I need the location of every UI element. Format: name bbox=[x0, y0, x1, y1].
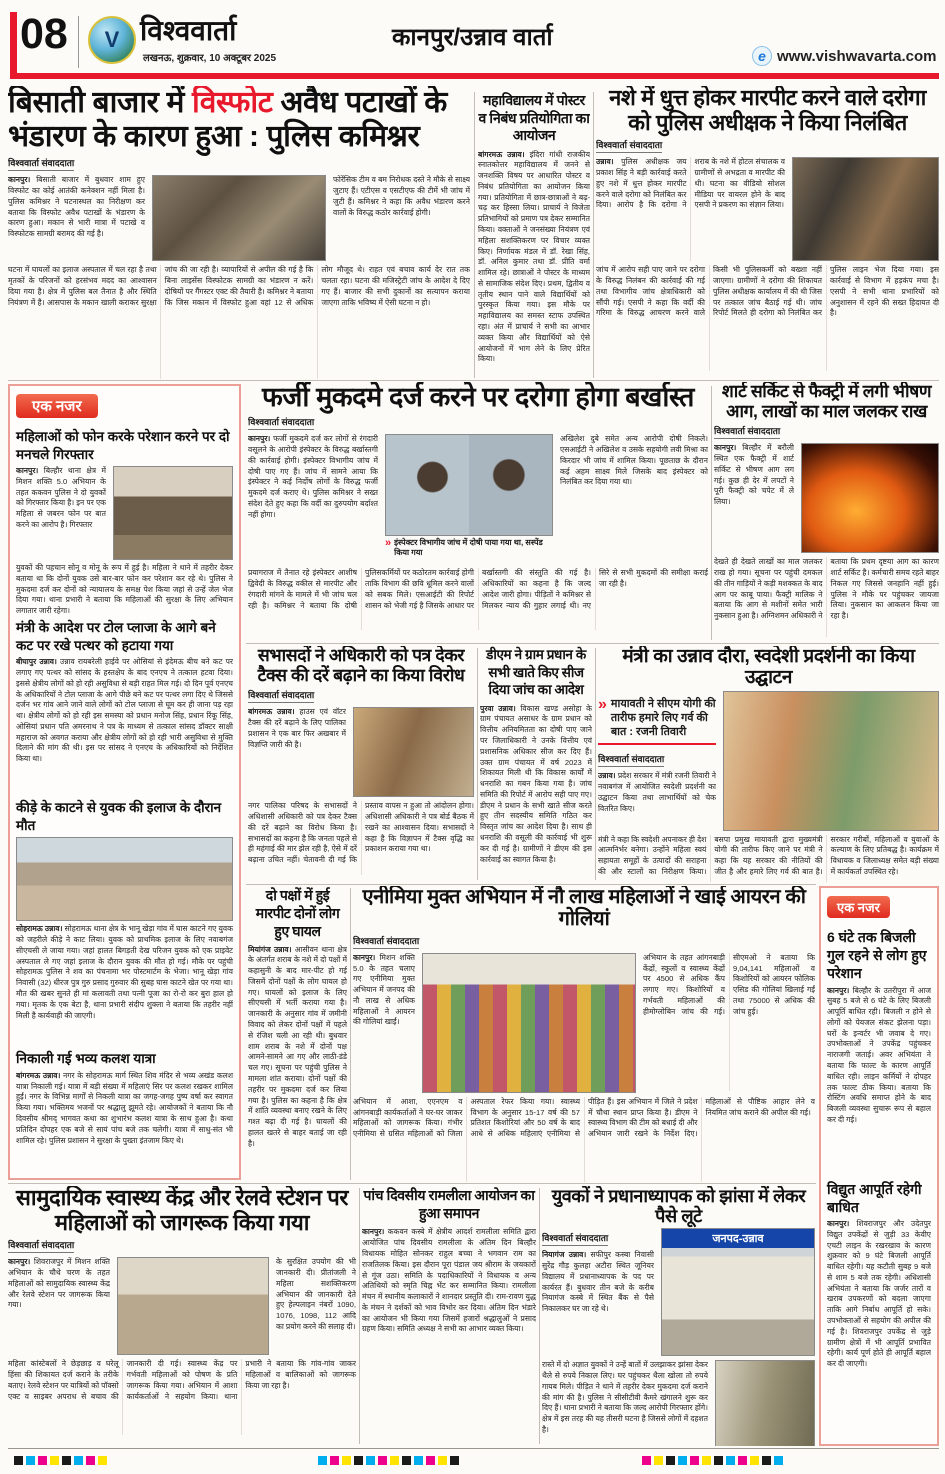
color-mark-magenta bbox=[38, 1456, 47, 1465]
dateline: बीघापुर उन्नाव। bbox=[16, 657, 57, 667]
masthead-title: विश्ववार्ता bbox=[140, 15, 237, 46]
print-registration-marks bbox=[14, 1456, 107, 1465]
article-body bbox=[827, 1219, 931, 1434]
column-rule bbox=[595, 648, 596, 880]
color-mark-magenta bbox=[738, 1456, 747, 1465]
dateline: बांगरमऊ उन्नाव। bbox=[478, 149, 525, 159]
section-title: कानपुर/उन्नाव वार्ता bbox=[392, 24, 553, 51]
inspector-portraits-photo bbox=[385, 434, 553, 536]
article-body bbox=[8, 265, 470, 379]
article-body bbox=[16, 1071, 233, 1180]
print-registration-marks bbox=[642, 1456, 783, 1465]
body-text: अखिलेश दुबे समेत अन्य आरोपी दोषी निकले। एसआईटी ने अखिलेश व उसके सहयोगी लवी मिश्रा का किरदार भी जांच में शामिल किया। पूछताछ के दौरान कई अहम साक्ष्य मिले जिसके बाद इंस्पेक्टर को निलंबित कर दिया गया था। bbox=[560, 434, 708, 487]
color-mark-black bbox=[402, 1456, 411, 1465]
photo-banner-text: जनपद-उन्नाव bbox=[662, 1229, 814, 1248]
color-mark-cyan bbox=[366, 1456, 375, 1465]
color-mark-yellow bbox=[98, 1456, 107, 1465]
color-mark-magenta bbox=[690, 1456, 699, 1465]
dateline: कानपुर। bbox=[827, 1218, 850, 1228]
article-headline: 6 घंटे तक बिजली गुल रहने से लोग हुए परेशान bbox=[827, 929, 927, 982]
byline: विश्ववार्ता संवाददाता bbox=[714, 424, 780, 439]
print-registration-marks bbox=[318, 1456, 459, 1465]
article-body bbox=[248, 945, 347, 1182]
body-text: सफीपुर कस्बा निवासी सुरेंद्र गौड़ कुलहा अटौरा स्थित जूनियर विद्यालय में प्रधानाध्यापक के पद पर कार्यरत हैं। बुधवार तीन बजे के करीब नियागंज कस्बे में स्थित बैंक से पैसे निकालकर घर जा रहे थे। bbox=[542, 1250, 654, 1314]
dateline: कानपुर। bbox=[8, 175, 31, 185]
dateline: कानपुर। bbox=[353, 952, 376, 962]
dateline: बांगरमऊ उन्नाव। bbox=[16, 1070, 61, 1080]
body-text: सोहरामऊ थाना क्षेत्र के भानू खेड़ा गांव में घास काटने गए युवक को जहरीले कीड़े ने काट लिया। युवक को प्राथमिक इलाज के लिए नवाबगंज सीएचसी ले जाया गया। जहां हालत बिगड़ती देख परिजन युवक को एक प्राइवेट अस्पताल ले गए जहां इलाज के दौरान युवक की मौत हो गई। मौके पर पहुंची सोहरामऊ पुलिस ने शव का पंचनामा भर पोस्टमार्टम के भेजा। भानू खेड़ा गांव निवासी (32) धीरज पुत्र गुरु प्रसाद गुरुवार की सुबह घास काटने खेत पर गया था। मौत की खबर सुनते ही मां कलावती तथा पत्नी पूजा का रो-रो कर बुरा हाल हो गया। मृतक के एक बेटा है, थाना प्रभारी संदीप शुक्ला ने बताया कि तहरीर नहीं मिली है कार्यवाही की जाएगी। bbox=[16, 924, 233, 1020]
quote-rule bbox=[598, 743, 716, 745]
website-link[interactable] bbox=[752, 46, 937, 66]
article-body bbox=[542, 1360, 708, 1446]
color-mark-yellow bbox=[438, 1456, 447, 1465]
row-rule bbox=[8, 1183, 816, 1184]
women-group-photo bbox=[422, 953, 636, 1093]
color-mark-black bbox=[762, 1456, 771, 1465]
body-text: आसीवन थाना क्षेत्र के अंतर्गत शराब के नशे में दो पक्षों में कहासुनी के बाद मार-पीट हो गई जिसमें दोनों पक्षों के लोग घायल हो गए। घायलों को इलाज के लिए सीएचसी में भर्ती कराया गया है। जानकारी के अनुसार गांव में जमीनी विवाद को लेकर दोनों पक्षों में पहले से रंजिश चली आ रही थी। बुधवार शाम शराब के नशे में दोनों पक्ष आमने-सामने आ गए और लाठी-डंडे चल गए। सूचना पर पहुंची पुलिस ने मामला शांत कराया। दोनों पक्षों की तहरीर पर मुकदमा दर्ज कर लिया गया है। पुलिस का कहना है कि क्षेत्र में शांति व्यवस्था बनाए रखने के लिए गश्त बढ़ा दी गई है। घायलों की हालत खतरे से बाहर बताई जा रही है। bbox=[248, 944, 347, 1148]
policemen-photo bbox=[715, 1360, 815, 1446]
color-mark-yellow bbox=[342, 1456, 351, 1465]
article-body bbox=[478, 150, 590, 368]
ek-najar-badge: एक नजर bbox=[16, 394, 98, 418]
article-headline: निकाली गई भव्य कलश यात्रा bbox=[16, 1051, 156, 1067]
color-mark-magenta bbox=[426, 1456, 435, 1465]
body-text: विकास खण्ड असोहा के ग्राम पंचायत असाधर के ग्राम प्रधान को वित्तीय अनियमितता का दोषी पाए जाने पर जिलाधिकारी ने उनके वित्तीय एवं प्रशासनिक अधिकार सीज कर दिए हैं। उक्त ग्राम पंचायत में वर्ष 2023 में शिकायत मिली थी कि विकास कार्यों में धनराशि का गबन किया गया है। जांच समिति की रिपोर्ट में आरोप सही पाए गए। डीएम ने प्रधान के सभी खाते सीज करते हुए तीन सदस्यीय समिति गठित कर विस्तृत जांच का आदेश दिया है। साथ ही धनराशि की वसूली की कार्रवाई भी शुरू कर दी गई है। ग्रामीणों ने डीएम की इस कार्रवाई का स्वागत किया है। bbox=[480, 703, 592, 864]
masthead-red-bar bbox=[10, 12, 17, 75]
body-text: जांच में आरोप सही पाए जाने पर दरोगा के विरुद्ध निलंबन की कार्रवाई की गई तथा विभागीय जांच क्षेत्राधिकारी को सौंपी गई। एसपी ने कहा कि वर्दी की गरिमा के विरुद्ध आचरण करने वाले किसी भी पुलिसकर्मी को बख्शा नहीं जाएगा। ग्रामीणों ने दरोगा की शिकायत पुलिस अधीक्षक कार्यालय में की थी जिस पर तत्काल जांच बैठाई गई थी। जांच रिपोर्ट मिलते ही दरोगा को निलंबित कर पुलिस लाइन भेज दिया गया। इस कार्रवाई से विभाग में हड़कंप मचा है। एसपी ने सभी थाना प्रभारियों को अनुशासन में रहने की सख्त हिदायत दी है। bbox=[596, 265, 939, 318]
article-minister-visit bbox=[598, 646, 939, 882]
photo-caption bbox=[385, 538, 553, 558]
dateline: कानपुर। bbox=[16, 466, 39, 476]
row-rule bbox=[246, 643, 939, 644]
article-body bbox=[598, 835, 939, 882]
article-headline: महिलाओं को फोन करके परेशान करने पर दो मनचले गिरफ्तार bbox=[16, 429, 230, 462]
byline: विश्ववार्ता संवाददाता bbox=[248, 415, 314, 430]
article-anemia-campaign bbox=[353, 886, 815, 1182]
article-body bbox=[16, 466, 106, 558]
article-body bbox=[542, 1250, 654, 1354]
article-body bbox=[827, 986, 931, 1176]
article-headline: युवकों ने प्रधानाध्यापक को झांसा में लेकर पैसे लूटे bbox=[551, 1186, 806, 1227]
article-body bbox=[362, 1227, 536, 1435]
awareness-camp-photo bbox=[117, 1257, 269, 1355]
article-daroga-suspended bbox=[596, 86, 939, 379]
article-body bbox=[276, 1257, 356, 1353]
article-college-contest bbox=[478, 92, 590, 378]
body-text: ककवन कस्बे में क्षेत्रीय आदर्श रामलीला समिति द्वारा आयोजित पांच दिवसीय रामलीला के अंतिम दिन बिल्हौर विधायक मोहित सोनकर राहुल बच्चा ने भगवान राम का राजतिलक किया। इस दौरान पूरा पंडाल जय श्रीराम के जयकारों से गूंज उठा। समिति के पदाधिकारियों ने विधायक व अन्य अतिथियों को स्मृति चिह्न भेंट कर सम्मानित किया। रामलीला मंचन में स्थानीय कलाकारों ने शानदार प्रस्तुति दी। राम-रावण युद्ध के मंचन ने दर्शकों को भाव विभोर कर दिया। अंतिम दिन भंडारे का आयोजन भी किया गया जिसमें हजारों श्रद्धालुओं ने प्रसाद ग्रहण किया। समिति अध्यक्ष ने सभी का आभार व्यक्त किया। bbox=[362, 1227, 536, 1334]
photo-with-caption bbox=[385, 434, 553, 564]
color-mark-magenta bbox=[378, 1456, 387, 1465]
article-body bbox=[596, 265, 939, 371]
body-text: घटना में घायलों का इलाज अस्पताल में चल रहा है तथा मृतकों के परिजनों को हरसंभव मदद का आश्वासन दिया गया है। क्षेत्र में पुलिस बल तैनात है और स्थिति नियंत्रण में है। आसपास के मकान खाली कराकर सुरक्षा जांच की जा रही है। व्यापारियों से अपील की गई है कि बिना लाइसेंस विस्फोटक सामग्री का भंडारण न करें। दोषियों पर गैंगस्टर एक्ट की तैयारी है। कमिश्नर ने बताया कि जिस मकान में विस्फोट हुआ वहां 12 से अधिक लोग मौजूद थे। राहत एवं बचाव कार्य देर रात तक चलता रहा। घटना की मजिस्ट्रेटी जांच के आदेश दे दिए गए हैं। बाजार की सभी दुकानों का सत्यापन कराया जाएगा ताकि भविष्य में ऐसी घटना न हो। bbox=[8, 265, 470, 307]
color-mark-yellow bbox=[50, 1456, 59, 1465]
byline: विश्ववार्ता संवाददाता bbox=[598, 752, 664, 767]
ek-najar-box-right bbox=[819, 886, 939, 1446]
color-mark-cyan bbox=[414, 1456, 423, 1465]
article-body bbox=[248, 801, 474, 875]
article-body bbox=[598, 771, 716, 823]
body-text: बिल्हौर थाना क्षेत्र में मिशन शक्ति 5.0 अभियान के तहत ककवन पुलिस ने दो युवकों को गिरफ्तार किया है। इन पर एक महिला से जबरन फोन पर बात करने का आरोप है। गिरफ्तार bbox=[16, 466, 106, 529]
color-mark-cyan bbox=[726, 1456, 735, 1465]
article-headmaster-looted bbox=[542, 1186, 815, 1446]
color-mark-yellow bbox=[390, 1456, 399, 1465]
color-mark-magenta bbox=[330, 1456, 339, 1465]
body-text: रास्ते में दो अज्ञात युवकों ने उन्हें बातों में उलझाकर झांसा देकर थैले से रुपये निकाल लिए। घर पहुंचकर थैला खोला तो रुपये गायब मिले। पीड़ित ने थाने में तहरीर देकर मुकदमा दर्ज कराने की मांग की है। पुलिस ने सीसीटीवी कैमरे खंगालने शुरू कर दिए हैं। थाना प्रभारी ने बताया कि जल्द आरोपी गिरफ्तार होंगे। क्षेत्र में इस तरह की यह तीसरी घटना है जिससे लोगों में दहशत है। bbox=[542, 1360, 708, 1434]
article-women-awareness bbox=[8, 1186, 356, 1446]
article-headline: पांच दिवसीय रामलीला आयोजन का हुआ समापन bbox=[363, 1187, 535, 1222]
page-number: 08 bbox=[20, 10, 68, 58]
article-two-groups-fight bbox=[248, 886, 347, 1182]
dateline: कानपुर। bbox=[248, 434, 271, 444]
row-rule bbox=[8, 380, 939, 381]
footer-rule bbox=[8, 1448, 939, 1449]
color-mark-yellow bbox=[654, 1456, 663, 1465]
headline-text: बिसाती बाजार में bbox=[8, 86, 192, 119]
column-rule bbox=[359, 1188, 360, 1444]
byline: विश्ववार्ता संवाददाता bbox=[8, 1238, 74, 1253]
edition-dateline: लखनऊ, शुक्रवार, 10 अक्टूबर 2025 bbox=[143, 53, 277, 64]
body-text: इंदिरा गांधी राजकीय स्नातकोत्तर महाविद्यालय में जनने से जनशक्ति विषय पर आधारित पोस्टर व निबंध प्रतियोगिता का आयोजन किया गया। प्रतियोगिता में छात्र-छात्राओं ने बढ़-चढ़ कर हिस्सा लिया। प्राचार्य ने विजेता प्रतिभागियों को प्रमाण पत्र देकर सम्मानित किया। वक्ताओं ने जनसंख्या नियंत्रण एवं महिला सशक्तिकरण पर विचार व्यक्त किए। निर्णायक मंडल में डॉ. रेखा सिंह, डॉ. अनिल कुमार तथा डॉ. प्रीति वर्मा शामिल रहे। छात्राओं ने पोस्टर के माध्यम से सामाजिक संदेश दिए। प्रथम, द्वितीय व तृतीय स्थान पाने वाले विद्यार्थियों को पुरस्कृत किया गया। इस मौके पर महाविद्यालय का समस्त स्टाफ उपस्थित रहा। अंत में प्राचार्य ने सभी का आभार व्यक्त किया और विद्यार्थियों को ऐसे आयोजनों में भाग लेने के लिए प्रेरित किया। bbox=[478, 149, 590, 364]
article-tax-protest bbox=[248, 646, 474, 882]
hospital-crowd-photo bbox=[16, 837, 233, 921]
header-rule bbox=[10, 73, 939, 79]
meeting-photo bbox=[353, 707, 474, 797]
article-headline: शार्ट सर्किट से फैक्ट्री में लगी भीषण आग, लाखों का माल जलकर राख bbox=[721, 382, 932, 421]
dateline: कानपुर। bbox=[8, 1257, 31, 1267]
dateline: मियांगंज उन्नाव। bbox=[248, 944, 292, 954]
caption-marker-icon: » bbox=[385, 537, 392, 550]
body-text: महिला कांस्टेबलों ने छेड़छाड़ व घरेलू हिंसा की शिकायत दर्ज कराने के तरीके बताए। रेलवे स्टेशन पर यात्रियों को पॉक्सो एक्ट व साइबर अपराध से बचाव की जानकारी दी गई। स्वास्थ्य केंद्र पर गर्भवती महिलाओं को पोषण के प्रति जागरूक किया गया। अभियान में आशा कार्यकर्ताओं ने सहयोग किया। थाना प्रभारी ने बताया कि गांव-गांव जाकर महिलाओं व बालिकाओं को जागरूक किया जा रहा है। bbox=[8, 1359, 356, 1401]
incident-photo bbox=[792, 157, 939, 261]
body-text: बिसाती बाजार में बुधवार शाम हुए विस्फोट का कोई आतंकी कनेक्शन नहीं मिला है। पुलिस कमिश्नर ने घटनास्थल का निरीक्षण कर बताया कि विस्फोट अवैध पटाखों के भंडारण के कारण हुआ। मकान से भारी मात्रा में पटाखे व विस्फोटक सामग्री बरामद की गई है। bbox=[8, 175, 145, 239]
ek-najar-badge: एक नजर bbox=[827, 896, 890, 918]
dateline: पुरवा उन्नाव। bbox=[480, 703, 516, 713]
color-mark-black bbox=[714, 1456, 723, 1465]
article-headline: विद्युत आपूर्ति रहेगी बाधित bbox=[827, 1180, 922, 1215]
article-factory-fire bbox=[714, 382, 939, 642]
body-text: उन्नाव रायबरेली हाईवे पर ओसियां से इंदेमऊ बीच बने कट पर लगाए गए पत्थर को सांसद के हस्तक्षेप के बाद एनएच ने तत्काल हटवा दिया। इससे क्षेत्रीय लोगों को हो रही असुविधा से बड़ी राहत मिल गई। दो दिन पूर्व एनएच के अधिकारियों ने टोल प्लाजा के आगे पीछे बने कट पर पत्थर लगा दिए थे जिससे दर्जन भर गांव आने जाने वाले लोगों को टोल प्लाजा से घूम कर ही जाना पड़ रहा था। क्षेत्रीय लोगों को हो रही इस समस्या को प्रधान मनोज सिंह, प्रधान रिंकू सिंह, ओसियां प्रधान पति अमरनाथ ने पत्र के माध्यम से तत्काल सांसद डॉक्टर साक्षी महाराज को अवगत कराया और क्षेत्रीय लोगों को हो रही भारी असुविधा से मुक्ति दिलाने की मांग की थी। इस पर सांसद ने एनएच के अधिकारियों को निर्देशित किया था। bbox=[16, 657, 233, 764]
body-text: शिवराजपुर में मिशन शक्ति अभियान के चौथे चरण के तहत महिलाओं को सामुदायिक स्वास्थ्य केंद्र और रेलवे स्टेशन पर जागरूक किया गया। bbox=[8, 1257, 110, 1310]
color-mark-magenta bbox=[86, 1456, 95, 1465]
byline: विश्ववार्ता संवाददाता bbox=[248, 688, 314, 703]
article-headline: दो पक्षों में हुई मारपीट दोनों लोग हुए घायल bbox=[255, 887, 340, 940]
color-mark-cyan bbox=[26, 1456, 35, 1465]
color-mark-cyan bbox=[318, 1456, 327, 1465]
dateline: कानपुर। bbox=[362, 1227, 385, 1237]
article-body bbox=[480, 704, 592, 876]
article-body bbox=[333, 175, 470, 261]
vishwavarta-logo-icon: V bbox=[88, 16, 136, 64]
headline-highlight: विस्फोट bbox=[191, 86, 273, 119]
dateline: सोहरामऊ उन्नाव। bbox=[16, 924, 63, 934]
body-text: फर्जी मुकदमे दर्ज कर लोगों से रंगदारी वसूलने के आरोपी इंस्पेक्टर के विरुद्ध बर्खास्तगी की कार्रवाई होगी। इंस्पेक्टर विभागीय जांच में दोषी पाए गए हैं। जांच में सामने आया कि इंस्पेक्टर ने कई निर्दोष लोगों के विरुद्ध फर्जी मुकदमे दर्ज कराए थे। पुलिस कमिश्नर ने सख्त संदेश देते हुए कहा कि वर्दी का दुरुपयोग बर्दाश्त नहीं होगा। bbox=[248, 434, 378, 519]
article-headline: सभासदों ने अधिकारी को पत्र देकर टैक्स की दरें बढ़ाने का किया विरोध bbox=[257, 646, 465, 685]
website-url: www.vishwavarta.com bbox=[777, 47, 937, 65]
byline: विश्ववार्ता संवाददाता bbox=[542, 1231, 608, 1246]
color-mark-yellow bbox=[750, 1456, 759, 1465]
arrest-photo bbox=[113, 466, 233, 560]
explosion-debris-photo bbox=[152, 175, 326, 261]
unnao-building-photo bbox=[661, 1228, 815, 1356]
color-mark-black bbox=[354, 1456, 363, 1465]
pull-quote bbox=[598, 697, 716, 740]
article-body bbox=[714, 443, 794, 551]
body-text: युवकों की पहचान सोनू व मोनू के रूप में हुई है। महिला ने थाने में तहरीर देकर बताया था कि दोनों युवक उसे बार-बार फोन कर परेशान कर रहे थे। पुलिस ने मुकदमा दर्ज कर दोनों को न्यायालय के समक्ष पेश किया जहां से उन्हें जेल भेज दिया गया। थाना प्रभारी ने बताया कि महिलाओं की सुरक्षा के लिए अभियान लगातार जारी रहेगा। bbox=[16, 563, 233, 616]
row-rule bbox=[246, 884, 816, 885]
byline: विश्ववार्ता संवाददाता bbox=[596, 138, 662, 153]
article-fake-cases bbox=[248, 382, 708, 642]
body-text: फोरेंसिक टीम व बम निरोधक दस्ते ने मौके से साक्ष्य जुटाए हैं। एटीएस व एसटीएफ की टीमें भी जांच में जुटी हैं। कमिश्नर ने कहा कि अवैध भंडारण करने वालों के विरुद्ध कठोर कार्रवाई होगी। bbox=[333, 175, 470, 217]
body-text: देखते ही देखते लाखों का माल जलकर राख हो गया। सूचना पर पहुंची दमकल की तीन गाड़ियों ने कड़ी मशक्कत के बाद आग पर काबू पाया। फैक्ट्री मालिक ने बताया कि आग से मशीनों समेत भारी नुकसान हुआ है। अग्निशमन अधिकारी ने बताया कि प्रथम दृष्टया आग का कारण शार्ट सर्किट है। कर्मचारी समय रहते बाहर निकल गए जिससे जनहानि नहीं हुई। पुलिस ने मौके पर पहुंचकर जायजा लिया। नुकसान का आकलन किया जा रहा है। bbox=[714, 557, 939, 621]
color-mark-black bbox=[62, 1456, 71, 1465]
dateline: नियागंज उन्नाव। bbox=[542, 1250, 587, 1260]
article-body bbox=[248, 568, 708, 630]
body-text: प्रदेश सरकार में मंत्री रजनी तिवारी ने नवाबगंज में आयोजित स्वदेशी प्रदर्शनी का उद्घाटन किया तथा लाभार्थियों को चेक वितरित किए। bbox=[598, 771, 716, 813]
article-blast bbox=[8, 86, 470, 379]
article-headline: कीड़े के काटने से युवक की इलाज के दौरान मौत bbox=[16, 800, 222, 833]
body-text: नगर के सोहरामऊ मार्ग स्थित शिव मंदिर से भव्य अखंड कलश यात्रा निकाली गई। यात्रा में बड़ी संख्या में महिलाएं सिर पर कलश रखकर शामिल हुईं। नगर के विभिन्न मार्गों से निकली यात्रा का जगह-जगह पुष्प वर्षा कर स्वागत किया गया। भक्तिमय भजनों पर श्रद्धालु झूमते रहे। आयोजकों ने बताया कि नौ दिवसीय श्रीमद् भागवत कथा का शुभारंभ कलश यात्रा के साथ हुआ है। कथा प्रतिदिन दोपहर एक बजे से सायं पांच बजे तक चलेगी। यात्रा में साधु-संत भी शामिल रहे। पुलिस प्रशासन ने सुरक्षा के पुख्ता इंतजाम किए थे। bbox=[16, 1070, 233, 1145]
browser-icon: e bbox=[752, 46, 772, 66]
dateline: उन्नाव। bbox=[598, 771, 616, 781]
article-body bbox=[8, 1359, 356, 1435]
column-rule bbox=[711, 386, 712, 640]
article-body bbox=[8, 175, 145, 261]
body-text: मंत्री ने कहा कि स्वदेशी अपनाकर ही देश आत्मनिर्भर बनेगा। उन्होंने महिला स्वयं सहायता समूहों के उत्पादों की सराहना की और स्टालों का निरीक्षण किया। बसपा प्रमुख मायावती द्वारा मुख्यमंत्री योगी की तारीफ किए जाने पर मंत्री ने कहा कि यह सरकार की नीतियों की जीत है और हमारे लिए गर्व की बात है। सरकार गरीबों, महिलाओं व युवाओं के कल्याण के लिए प्रतिबद्ध है। कार्यक्रम में विधायक व जिलाध्यक्ष समेत बड़ी संख्या में कार्यकर्ता उपस्थित रहे। bbox=[598, 834, 939, 876]
color-mark-cyan bbox=[74, 1456, 83, 1465]
column-rule bbox=[539, 1188, 540, 1444]
color-mark-black bbox=[666, 1456, 675, 1465]
article-headline: महाविद्यालय में पोस्टर व निबंध प्रतियोगिता का आयोजन bbox=[478, 92, 590, 143]
dateline: बांगरमऊ उन्नाव। bbox=[248, 707, 295, 717]
headline-text: अवैध पटाखों के भंडारण के कारण हुआ : पुलिस कमिश्नर bbox=[8, 86, 447, 153]
article-headline: मंत्री के आदेश पर टोल प्लाजा के आगे बने कट पर रखे पत्थर को हटाया गया bbox=[16, 620, 216, 653]
body-text: शिवराजपुर और उदेतपुर विद्युत उपकेंद्रों से जुड़ी 33 केवीए एचटी लाइन के रखरखाव के कारण शुक्रवार को 9 घंटे बिजली आपूर्ति बाधित रहेगी। यह कटौती सुबह 9 बजे से शाम 5 बजे तक रहेगी। अधिशासी अभियंता ने बताया कि जर्जर तारों व खराब उपकरणों को बदला जाएगा ताकि आगे निर्बाध आपूर्ति हो सके। उपभोक्ताओं से सहयोग की अपील की गई है। शिवराजपुर उपकेंद्र से जुड़े ग्रामीण क्षेत्रों में भी आपूर्ति प्रभावित रहेगी। कार्य पूर्ण होते ही आपूर्ति बहाल कर दी जाएगी। bbox=[827, 1218, 931, 1369]
article-body bbox=[16, 924, 233, 1046]
article-body bbox=[16, 563, 233, 615]
column-rule bbox=[477, 648, 478, 880]
article-body bbox=[714, 557, 939, 637]
color-mark-cyan bbox=[678, 1456, 687, 1465]
column-rule bbox=[350, 888, 351, 1180]
dateline: कानपुर। bbox=[827, 985, 850, 995]
color-mark-magenta bbox=[642, 1456, 651, 1465]
header-divider bbox=[78, 16, 79, 68]
article-headline: डीएम ने ग्राम प्रधान के सभी खाते किए सीज दिया जांच का आदेश bbox=[486, 647, 586, 698]
column-rule bbox=[593, 92, 594, 378]
cheque-distribution-photo bbox=[723, 691, 939, 831]
quote-text: मायावती ने सीएम योगी की तारीफ हमारे लिए गर्व की बात : रजनी तिवारी bbox=[610, 697, 716, 739]
color-mark-yellow bbox=[702, 1456, 711, 1465]
article-headline: सामुदायिक स्वास्थ्य केंद्र और रेलवे स्टेशन पर महिलाओं को जागरूक किया गया bbox=[16, 1186, 348, 1235]
article-headline bbox=[8, 86, 470, 153]
body-text: बिल्हौर के उतरीपुरा में आज सुबह 5 बजे से 6 घंटे के लिए बिजली आपूर्ति बाधित रही। बिजली न होने से लोगों को पेयजल संकट झेलना पड़ा। घरों के इन्वर्टर भी जवाब दे गए। उपभोक्ताओं ने उपकेंद्र पहुंचकर नाराजगी जताई। अवर अभियंता ने बताया कि फाल्ट के कारण आपूर्ति बाधित रही। लाइन कर्मियों ने दोपहर तक फाल्ट ठीक किया। बताया कि रोस्टिंग अवधि समाप्त होने के बाद बिजली व्यवस्था सुचारू रूप से बहाल कर दी गई। bbox=[827, 985, 931, 1124]
article-headline: नशे में धुत्त होकर मारपीट करने वाले दरोगा को पुलिस अधीक्षक ने किया निलंबित bbox=[609, 86, 926, 135]
article-body bbox=[248, 434, 378, 564]
article-body bbox=[596, 157, 785, 261]
text-column bbox=[542, 1228, 654, 1356]
fire-photo bbox=[801, 443, 939, 553]
dateline: उन्नाव। bbox=[596, 157, 614, 167]
article-body bbox=[8, 1257, 110, 1353]
color-mark-black bbox=[14, 1456, 23, 1465]
article-headline: मंत्री का उन्नाव दौरा, स्वदेशी प्रदर्शनी का किया उद्घाटन bbox=[622, 646, 915, 689]
color-mark-cyan bbox=[774, 1456, 783, 1465]
body-text: नगर पालिका परिषद के सभासदों ने अधिशासी अधिकारी को पत्र देकर टैक्स की दरें बढ़ाने का विरोध किया है। सभासदों का कहना है कि जनता पहले से ही महंगाई की मार झेल रही है, ऐसे में दरें बढ़ाना उचित नहीं। चेतावनी दी गई कि प्रस्ताव वापस न हुआ तो आंदोलन होगा। अधिशासी अधिकारी ने पत्र बोर्ड बैठक में रखने का आश्वासन दिया। सभासदों ने कहा है कि विज्ञापन में टैक्स वृद्धि का प्रकाशन कराया गया था। bbox=[248, 801, 474, 865]
quote-marker-icon: » bbox=[598, 695, 607, 713]
quote-column bbox=[598, 691, 716, 831]
byline: विश्ववार्ता संवाददाता bbox=[353, 934, 419, 949]
body-text: अभियान के तहत आंगनबाड़ी केंद्रों, स्कूलों व स्वास्थ्य केंद्रों पर 4500 से अधिक कैंप लगाए गए। किशोरियों व गर्भवती महिलाओं की हीमोग्लोबिन जांच की गई। सीएमओ ने बताया कि 9,04,141 महिलाओं व किशोरियों को आयरन फोलिक एसिड की गोलियां खिलाई गईं तथा 75000 से अधिक की जांच हुई। bbox=[643, 952, 815, 1016]
article-body bbox=[16, 657, 233, 795]
body-text: पुलिस अधीक्षक जय प्रकाश सिंह ने बड़ी कार्रवाई करते हुए नशे में धुत्त होकर मारपीट करने वाले दरोगा को निलंबित कर दिया। आरोप है कि दरोगा ने शराब के नशे में होटल संचालक व ग्रामीणों से अभद्रता व मारपीट की थी। घटना का वीडियो सोशल मीडिया पर वायरल होने के बाद एसपी ने प्रकरण का संज्ञान लिया। bbox=[596, 157, 785, 210]
article-dm-seize bbox=[480, 646, 592, 882]
article-body bbox=[248, 707, 346, 795]
body-text: प्रयागराज में तैनात रहे इंस्पेक्टर आशीष द्विवेदी के विरुद्ध वकील से मारपीट और रंगदारी मांगने के मामले में भी जांच चल रही है। कमिश्नर ने बताया कि दोषी पुलिसकर्मियों पर कठोरतम कार्रवाई होगी ताकि विभाग की छवि धूमिल करने वालों को सबक मिले। एसआईटी की रिपोर्ट शासन को भेजी गई है जिसके आधार पर बर्खास्तगी की संस्तुति की गई है। अधिकारियों का कहना है कि जल्द आदेश जारी होगा। पीड़ितों ने कमिश्नर से मिलकर न्याय की गुहार लगाई थी। नए सिरे से सभी मुकदमों की समीक्षा कराई जा रही है। bbox=[248, 568, 708, 610]
column-rule bbox=[474, 92, 475, 378]
body-text: बिल्हौर में बरौली स्थित एक फैक्ट्री में शार्ट सर्किट से भीषण आग लग गई। कुछ ही देर में लपटों ने पूरी फैक्ट्री को चपेट में ले लिया। bbox=[714, 443, 794, 507]
article-headline: फर्जी मुकदमे दर्ज करने पर दरोगा होगा बर्खास्त bbox=[261, 382, 695, 412]
article-body bbox=[560, 434, 708, 564]
body-text: के सुरक्षित उपयोग की भी जानकारी दी। प्रीतांजली ने महिला सशक्तिकरण अभियान की जानकारी देते हुए हेल्पलाइन नंबरों 1090, 1076, 1098, 112 आदि का प्रयोग करने की सलाह दी। bbox=[276, 1257, 356, 1331]
color-mark-black bbox=[450, 1456, 459, 1465]
article-ramleela bbox=[362, 1186, 536, 1446]
byline: विश्ववार्ता संवाददाता bbox=[8, 156, 74, 171]
ek-najar-box bbox=[8, 384, 241, 1180]
article-body bbox=[353, 953, 415, 1091]
dateline: कानपुर। bbox=[714, 443, 737, 453]
caption-text: इंस्पेक्टर विभागीय जांच में दोषी पाया गया था, सस्पेंड किया गया bbox=[394, 538, 543, 558]
article-body bbox=[643, 953, 815, 1091]
body-text: हाउस एवं वॉटर टैक्स की दरें बढ़ाने के लिए पालिका प्रशासन ने एक बार फिर अखबार में विज्ञप्ति जारी की है। bbox=[248, 707, 346, 749]
body-text: मिशन शक्ति 5.0 के तहत चलाए गए एनीमिया मुक्त अभियान में जनपद की नौ लाख से अधिक महिलाओं ने आयरन की गोलियां खाईं। bbox=[353, 952, 415, 1027]
article-body bbox=[353, 1097, 815, 1182]
article-headline: एनीमिया मुक्त अभियान में नौ लाख महिलाओं ने खाई आयरन की गोलियां bbox=[362, 886, 806, 931]
body-text: अभियान में आशा, एएनएम व आंगनबाड़ी कार्यकर्ताओं ने घर-घर जाकर महिलाओं को जागरूक किया। गंभीर एनीमिया से ग्रसित महिलाओं को जिला अस्पताल रेफर किया गया। स्वास्थ्य विभाग के अनुसार 15-17 वर्ष की 57 प्रतिशत किशोरियां और 50 वर्ष के बाद आधे से अधिक महिलाएं एनीमिया से पीड़ित हैं। इस अभियान में जिले ने प्रदेश में चौथा स्थान प्राप्त किया है। डीएम ने स्वास्थ्य विभाग की टीम को बधाई दी और अभियान जारी रखने के निर्देश दिए। महिलाओं से पौष्टिक आहार लेने व नियमित जांच कराने की अपील की गई। bbox=[353, 1096, 815, 1139]
